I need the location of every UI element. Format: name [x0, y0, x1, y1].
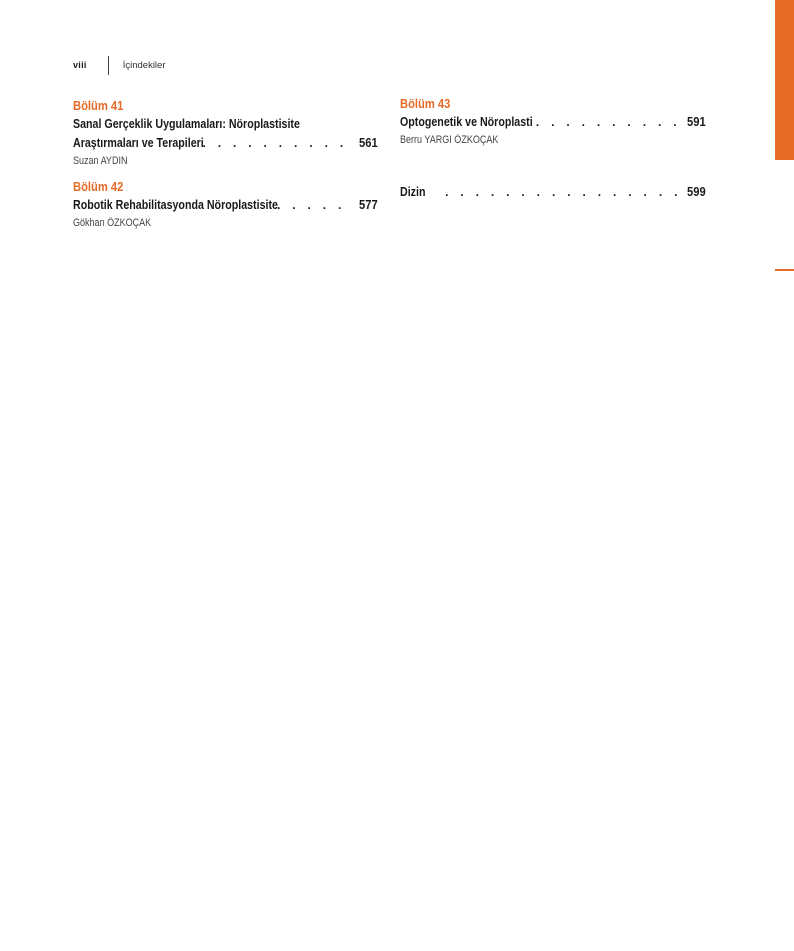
leader-dots	[277, 196, 354, 215]
index-page-number: 599	[687, 184, 706, 199]
toc-entry-chapter-43[interactable]	[400, 95, 706, 148]
leader-dots	[202, 134, 354, 153]
header-divider	[108, 56, 109, 75]
chapter-label: Bölüm 41	[73, 98, 124, 113]
toc-column-right	[400, 95, 706, 202]
toc-entry-chapter-42[interactable]	[73, 178, 378, 231]
toc-entry-index[interactable]	[400, 182, 706, 202]
leader-dots	[536, 113, 682, 132]
page-number: viii	[73, 60, 87, 70]
index-title: Dizin	[400, 184, 426, 199]
leader-dots	[445, 183, 682, 202]
chapter-title-line1: Sanal Gerçeklik Uygulamaları: Nöroplastisite	[73, 116, 300, 131]
chapter-title-line2: Araştırmaları ve Terapileri	[73, 135, 204, 150]
chapter-page-number: 577	[359, 197, 378, 212]
chapter-page-number: 591	[687, 114, 706, 129]
chapter-edge-mark	[775, 269, 794, 271]
chapter-author: Gökhan ÖZKOÇAK	[73, 217, 152, 229]
chapter-title: Robotik Rehabilitasyonda Nöroplastisite	[73, 197, 278, 212]
chapter-label: Bölüm 42	[73, 179, 124, 194]
toc-line	[400, 112, 706, 132]
toc-line	[73, 133, 378, 153]
chapter-author: Berru YARGI ÖZKOÇAK	[400, 134, 499, 146]
running-title: İçindekiler	[122, 59, 166, 71]
chapter-edge-tab	[775, 0, 794, 160]
toc-line	[400, 182, 706, 202]
chapter-label: Bölüm 43	[400, 96, 451, 111]
chapter-title: Optogenetik ve Nöroplasti	[400, 114, 533, 129]
toc-line	[73, 195, 378, 215]
running-header	[73, 55, 166, 75]
chapter-page-number: 561	[359, 135, 378, 150]
toc-entry-chapter-41[interactable]	[73, 97, 378, 169]
toc-column-left	[73, 97, 378, 231]
chapter-author: Suzan AYDIN	[73, 155, 128, 167]
